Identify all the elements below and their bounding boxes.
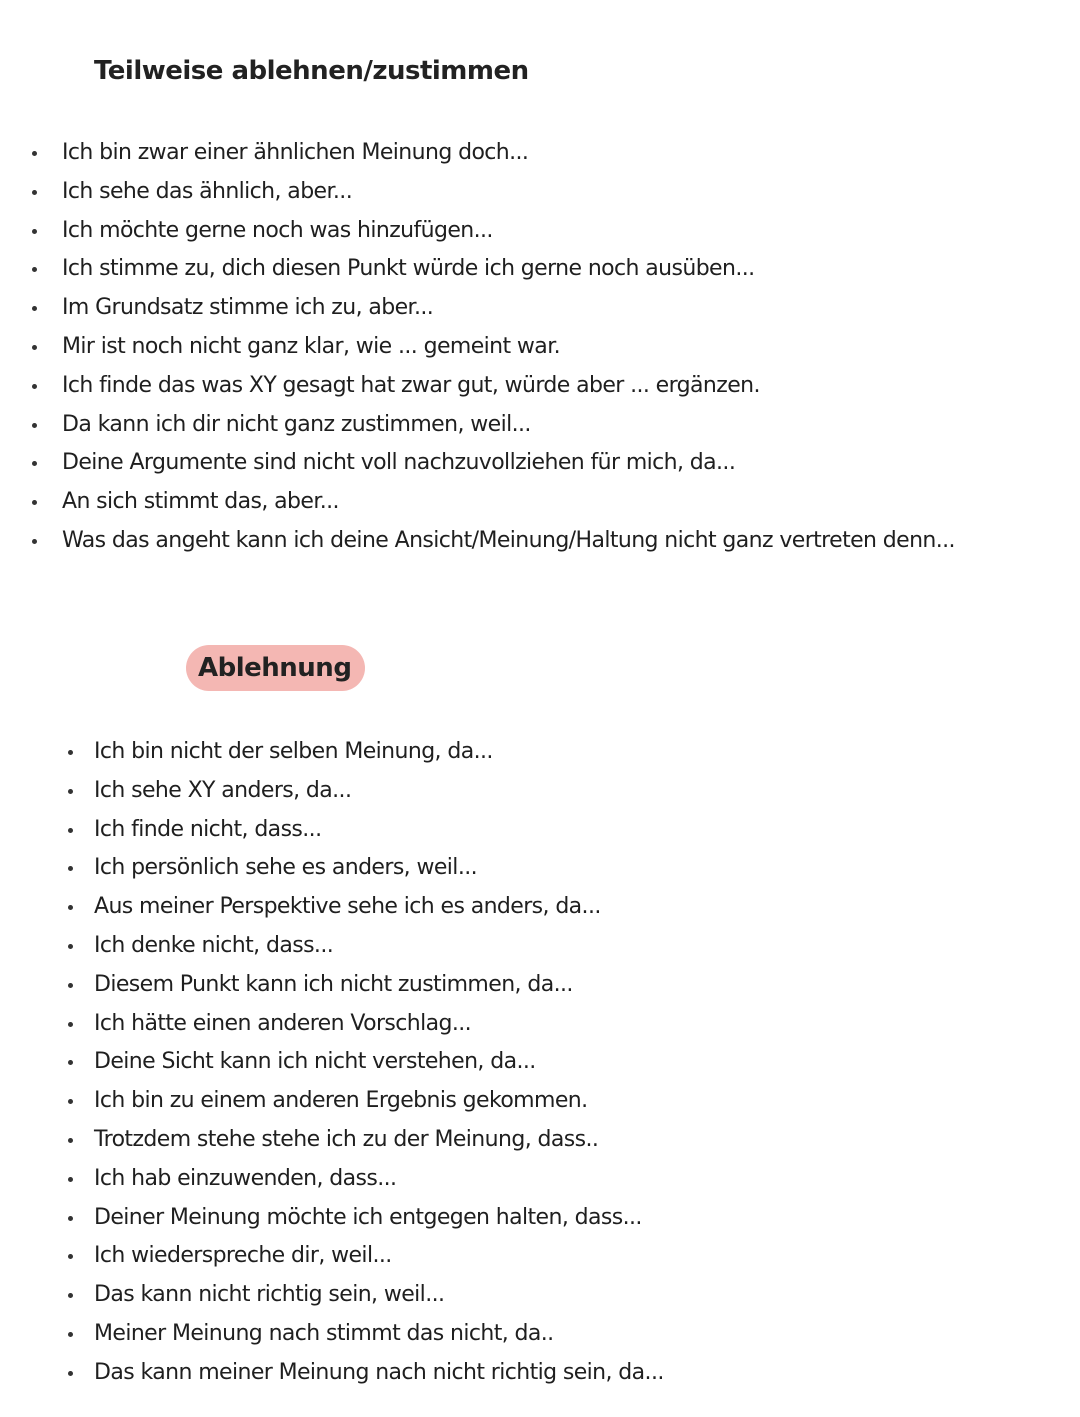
section-heading-reject: Ablehnung xyxy=(186,645,365,691)
list-item xyxy=(60,1082,664,1121)
bullet-icon xyxy=(68,1332,73,1337)
list-item xyxy=(60,927,664,966)
bullet-icon xyxy=(68,1177,73,1182)
phrase-list-reject xyxy=(60,733,664,1393)
list-item-text: Das kann meiner Meinung nach nicht richtig sein, da... xyxy=(94,1359,664,1385)
list-item-text: Meiner Meinung nach stimmt das nicht, da.. xyxy=(94,1320,554,1346)
bullet-icon xyxy=(68,828,73,833)
bullet-icon xyxy=(32,384,37,389)
list-item xyxy=(24,522,955,561)
list-item xyxy=(60,966,664,1005)
list-item-text: An sich stimmt das, aber... xyxy=(62,489,339,515)
bullet-icon xyxy=(32,306,37,311)
list-item xyxy=(24,134,955,173)
phrase-list-partial xyxy=(24,134,955,561)
bullet-icon xyxy=(68,983,73,988)
bullet-icon xyxy=(68,1254,73,1259)
list-item xyxy=(24,444,955,483)
list-item xyxy=(24,289,955,328)
bullet-icon xyxy=(68,1060,73,1065)
list-item xyxy=(60,888,664,927)
list-item xyxy=(60,1121,664,1160)
list-item-text: Ich persönlich sehe es anders, weil... xyxy=(94,855,477,881)
list-item-text: Ich finde nicht, dass... xyxy=(94,816,322,842)
list-item xyxy=(24,212,955,251)
list-item xyxy=(24,250,955,289)
list-item xyxy=(60,1160,664,1199)
list-item-text: Ich bin zwar einer ähnlichen Meinung doch... xyxy=(62,140,529,165)
list-item xyxy=(24,173,955,212)
list-item xyxy=(60,1276,664,1315)
list-item-text: Das kann nicht richtig sein, weil... xyxy=(94,1282,445,1308)
bullet-icon xyxy=(68,750,73,755)
bullet-icon xyxy=(68,1216,73,1221)
bullet-icon xyxy=(68,944,73,949)
list-item xyxy=(60,1005,664,1044)
bullet-icon xyxy=(32,345,37,350)
bullet-icon xyxy=(32,267,37,272)
list-item xyxy=(60,1043,664,1082)
section-heading-partial: Teilweise ablehnen/zustimmen xyxy=(94,56,529,86)
bullet-icon xyxy=(68,905,73,910)
list-item xyxy=(60,1315,664,1354)
list-item xyxy=(60,1237,664,1276)
list-item-text: Was das angeht kann ich deine Ansicht/Meinung/Haltung nicht ganz vertreten denn... xyxy=(62,527,955,553)
bullet-icon xyxy=(68,1371,73,1376)
list-item-text: Ich stimme zu, dich diesen Punkt würde ich gerne noch ausüben... xyxy=(62,256,755,282)
list-item-text: Ich bin nicht der selben Meinung, da... xyxy=(94,739,493,764)
list-item xyxy=(60,772,664,811)
list-item xyxy=(24,483,955,522)
bullet-icon xyxy=(68,1138,73,1143)
list-item xyxy=(24,328,955,367)
list-item xyxy=(60,811,664,850)
list-item-text: Ich sehe XY anders, da... xyxy=(94,777,352,803)
bullet-icon xyxy=(32,423,37,428)
list-item-text: Mir ist noch nicht ganz klar, wie ... gemeint war. xyxy=(62,333,561,359)
list-item-text: Im Grundsatz stimme ich zu, aber... xyxy=(62,295,434,321)
list-item-text: Deine Sicht kann ich nicht verstehen, da... xyxy=(94,1049,536,1075)
list-item xyxy=(60,1354,664,1393)
list-item-text: Ich denke nicht, dass... xyxy=(94,932,334,958)
bullet-icon xyxy=(68,1022,73,1027)
bullet-icon xyxy=(68,1293,73,1298)
list-item-text: Da kann ich dir nicht ganz zustimmen, weil... xyxy=(62,411,531,437)
list-item-text: Deiner Meinung möchte ich entgegen halten, dass... xyxy=(94,1204,642,1230)
list-item xyxy=(60,1199,664,1238)
bullet-icon xyxy=(32,151,37,156)
list-item-text: Trotzdem stehe stehe ich zu der Meinung, dass.. xyxy=(94,1126,599,1152)
bullet-icon xyxy=(68,789,73,794)
list-item-text: Ich hab einzuwenden, dass... xyxy=(94,1165,397,1191)
list-item-text: Ich wiederspreche dir, weil... xyxy=(94,1243,392,1269)
bullet-icon xyxy=(68,1099,73,1104)
list-item-text: Ich finde das was XY gesagt hat zwar gut, würde aber ... ergänzen. xyxy=(62,372,760,398)
list-item-text: Ich bin zu einem anderen Ergebnis gekommen. xyxy=(94,1088,588,1114)
bullet-icon xyxy=(32,190,37,195)
list-item-text: Ich möchte gerne noch was hinzufügen... xyxy=(62,217,493,243)
bullet-icon xyxy=(32,229,37,234)
list-item xyxy=(24,406,955,445)
bullet-icon xyxy=(68,866,73,871)
list-item xyxy=(24,367,955,406)
list-item-text: Ich sehe das ähnlich, aber... xyxy=(62,178,353,204)
bullet-icon xyxy=(32,461,37,466)
list-item-text: Diesem Punkt kann ich nicht zustimmen, da... xyxy=(94,971,573,997)
list-item xyxy=(60,849,664,888)
list-item-text: Ich hätte einen anderen Vorschlag... xyxy=(94,1010,472,1036)
list-item-text: Deine Argumente sind nicht voll nachzuvollziehen für mich, da... xyxy=(62,450,736,476)
bullet-icon xyxy=(32,539,37,544)
list-item-text: Aus meiner Perspektive sehe ich es anders, da... xyxy=(94,894,601,920)
list-item xyxy=(60,733,664,772)
bullet-icon xyxy=(32,500,37,505)
